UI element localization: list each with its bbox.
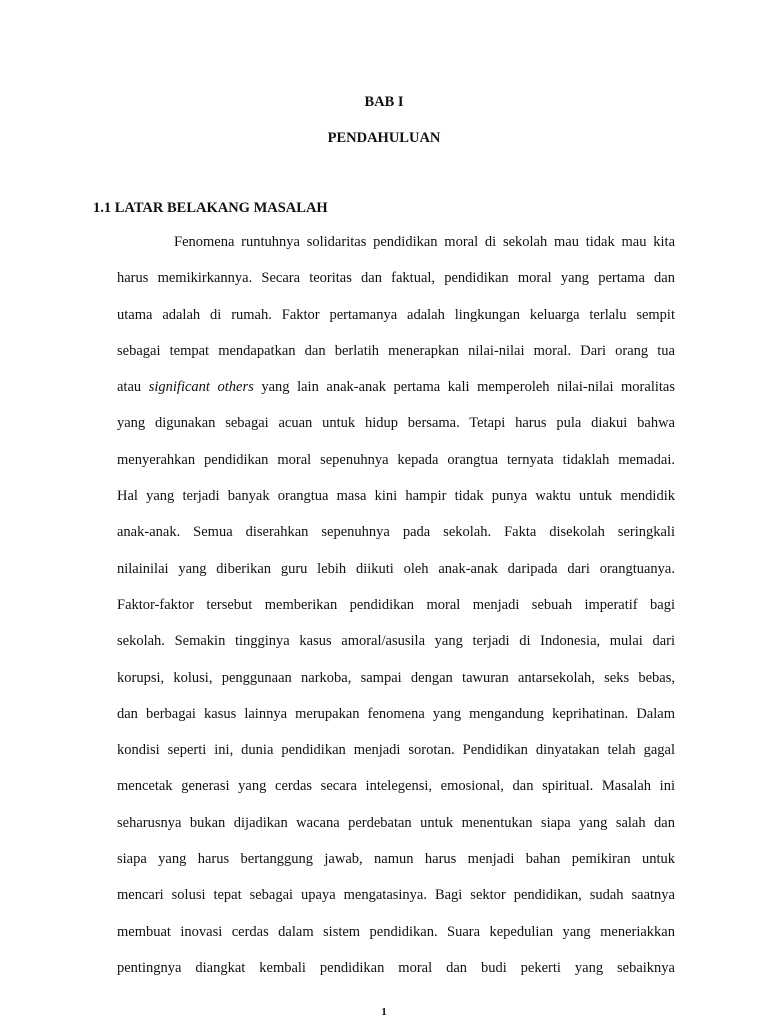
paragraph-line: sebagai tempat mendapatkan dan berlatih menerapkan nilai-nilai moral. Dari orang tua bbox=[117, 342, 675, 359]
paragraph-line: mencetak generasi yang cerdas secara intelegensi, emosional, dan spiritual. Masalah ini bbox=[117, 778, 675, 795]
paragraph-line: Faktor-faktor tersebut memberikan pendidikan moral menjadi sebuah imperatif bagi bbox=[117, 596, 675, 613]
paragraph-line: harus memikirkannya. Secara teoritas dan faktual, pendidikan moral yang pertama dan bbox=[117, 270, 675, 287]
paragraph-line: korupsi, kolusi, penggunaan narkoba, sampai dengan tawuran antarsekolah, seks bebas, bbox=[117, 669, 675, 686]
paragraph-line: utama adalah di rumah. Faktor pertamanya adalah lingkungan keluarga terlalu sempit bbox=[117, 306, 675, 323]
paragraph-line: kondisi seperti ini, dunia pendidikan menjadi sorotan. Pendidikan dinyatakan telah gagal bbox=[117, 742, 675, 759]
paragraph-line: anak-anak. Semua diserahkan sepenuhnya pada sekolah. Fakta disekolah seringkali bbox=[117, 524, 675, 541]
chapter-label: BAB I bbox=[364, 94, 404, 110]
paragraph-line: Hal yang terjadi banyak orangtua masa kini hampir tidak punya waktu untuk mendidik bbox=[117, 488, 675, 505]
paragraph-line: mencari solusi tepat sebagai upaya mengatasinya. Bagi sektor pendidikan, sudah saatnya bbox=[117, 887, 675, 904]
paragraph-line: seharusnya bukan dijadikan wacana perdebatan untuk menentukan siapa yang salah dan bbox=[117, 814, 675, 831]
paragraph-line bbox=[117, 377, 675, 413]
paragraph-line: menyerahkan pendidikan moral sepenuhnya kepada orangtua ternyata tidaklah memadai. bbox=[117, 451, 675, 468]
paragraph-line: nilainilai yang diberikan guru lebih diikuti oleh anak-anak daripada dari orangtuanya. bbox=[117, 560, 675, 577]
paragraph-line: siapa yang harus bertanggung jawab, namun harus menjadi bahan pemikiran untuk bbox=[117, 851, 675, 868]
paragraph-line: Fenomena runtuhnya solidaritas pendidikan moral di sekolah mau tidak mau kita bbox=[174, 234, 675, 250]
paragraph-line: yang digunakan sebagai acuan untuk hidup bersama. Tetapi harus pula diakui bahwa bbox=[117, 415, 675, 432]
chapter-title: PENDAHULUAN bbox=[327, 130, 441, 146]
line-text: atau bbox=[117, 379, 149, 396]
page-number: 1 bbox=[381, 1006, 387, 1018]
paragraph-line: pentingnya diangkat kembali pendidikan moral dan budi pekerti yang sebaiknya bbox=[117, 959, 675, 976]
body-paragraph bbox=[117, 232, 675, 994]
italic-term: significant others bbox=[148, 379, 254, 396]
paragraph-line: sekolah. Semakin tingginya kasus amoral/asusila yang terjadi di Indonesia, mulai dari bbox=[117, 633, 675, 650]
paragraph-line: membuat inovasi cerdas dalam sistem pendidikan. Suara kepedulian yang meneriakkan bbox=[117, 923, 675, 940]
paragraph-line: dan berbagai kasus lainnya merupakan fenomena yang mengandung keprihatinan. Dalam bbox=[117, 705, 675, 722]
section-heading: 1.1 LATAR BELAKANG MASALAH bbox=[93, 200, 328, 216]
line-text: yang lain anak-anak pertama kali memperoleh nilai-nilai moralitas bbox=[253, 379, 675, 396]
